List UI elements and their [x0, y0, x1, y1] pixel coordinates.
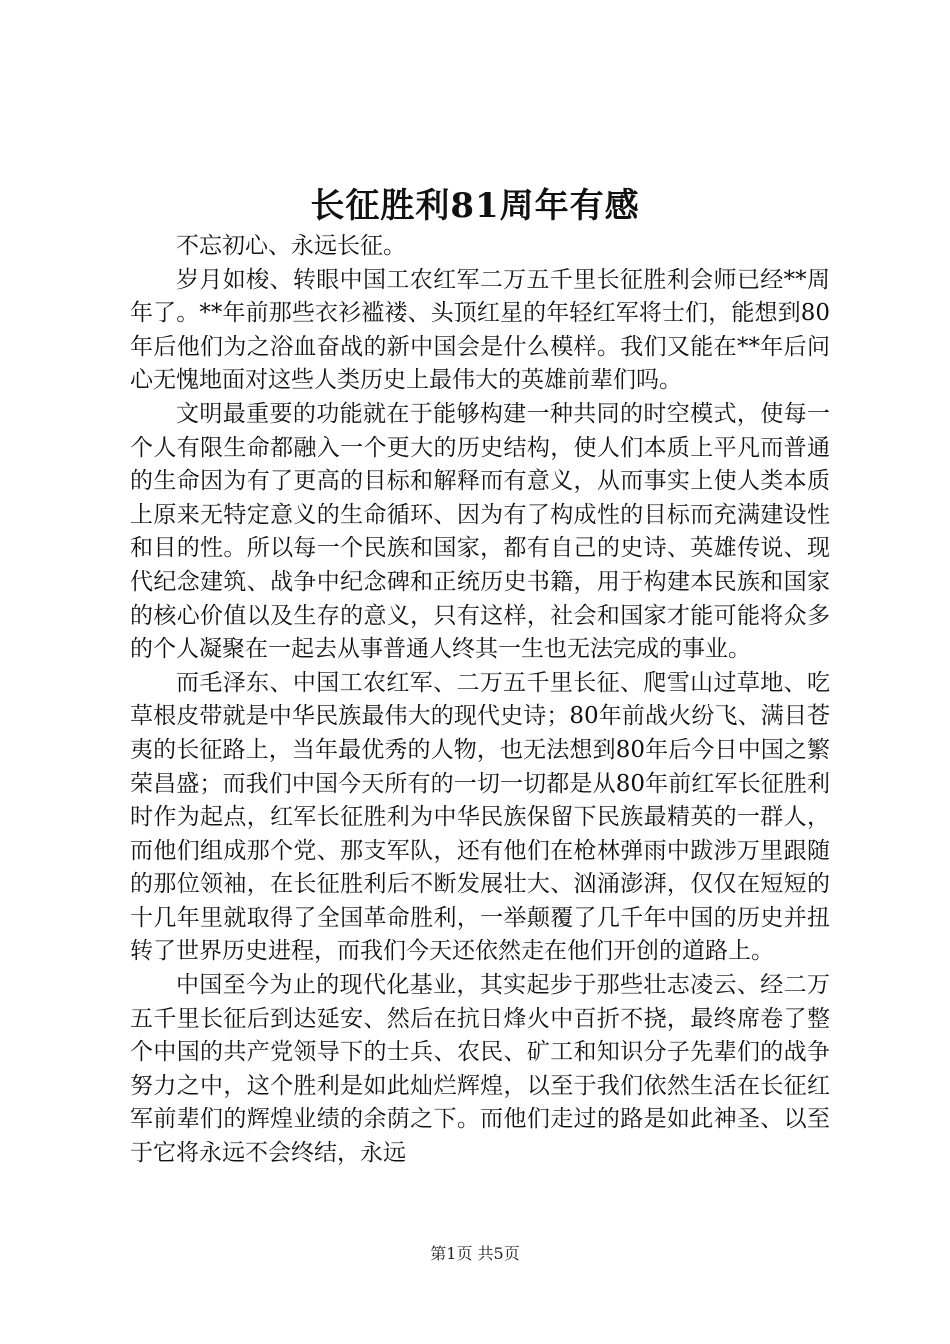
- document-body: [130, 230, 830, 1171]
- paragraph-1: 不忘初心、永远长征。: [176, 233, 406, 259]
- paragraph-4: 而毛泽东、中国工农红军、二万五千里长征、爬雪山过草地、吃草根皮带就是中华民族最伟大的现代史诗；80年前战火纷飞、满目苍夷的长征路上，当年最优秀的人物，也无法想到80年后今日中国之繁荣昌盛；而我们中国今天所有的一切一切都是从80年前红军长征胜利时作为起点，红军长征胜利为中华民族保留下民族最精英的一群人，而他们组成那个党、那支军队，还有他们在枪林弹雨中跋涉万里跟随的那位领袖，在长征胜利后不断发展壮大、汹涌澎湃，仅仅在短短的十几年里就取得了全国革命胜利，一举颠覆了几千年中国的历史并扭转了世界历史进程，而我们今天还依然走在他们开创的道路上。: [130, 669, 830, 965]
- document-title: 长征胜利81周年有感: [310, 186, 640, 226]
- page-footer: 第1页 共5页: [430, 1244, 520, 1263]
- paragraph-2: 岁月如梭、转眼中国工农红军二万五千里长征胜利会师已经**周年了。**年前那些衣衫褴褛、头顶红星的年轻红军将士们，能想到80年后他们为之浴血奋战的新中国会是什么模样。我们又能在**年后问心无愧地面对这些人类历史上最伟大的英雄前辈们吗。: [130, 266, 830, 394]
- paragraph-3: 文明最重要的功能就在于能够构建一种共同的时空模式，使每一个人有限生命都融入一个更大的历史结构，使人们本质上平凡而普通的生命因为有了更高的目标和解释而有意义，从而事实上使人类本质上原来无特定意义的生命循环、因为有了构成性的目标而充满建设性和目的性。所以每一个民族和国家，都有自己的史诗、英雄传说、现代纪念建筑、战争中纪念碑和正统历史书籍，用于构建本民族和国家的核心价值以及生存的意义，只有这样，社会和国家才能可能将众多的个人凝聚在一起去从事普通人终其一生也无法完成的事业。: [130, 400, 830, 663]
- paragraph-5: 中国至今为止的现代化基业，其实起步于那些壮志凌云、经二万五千里长征后到达延安、然后在抗日烽火中百折不挠，最终席卷了整个中国的共产党领导下的士兵、农民、矿工和知识分子先辈们的战争努力之中，这个胜利是如此灿烂辉煌，以至于我们依然生活在长征红军前辈们的辉煌业绩的余荫之下。而他们走过的路是如此神圣、以至于它将永远不会终结，永远: [130, 972, 830, 1167]
